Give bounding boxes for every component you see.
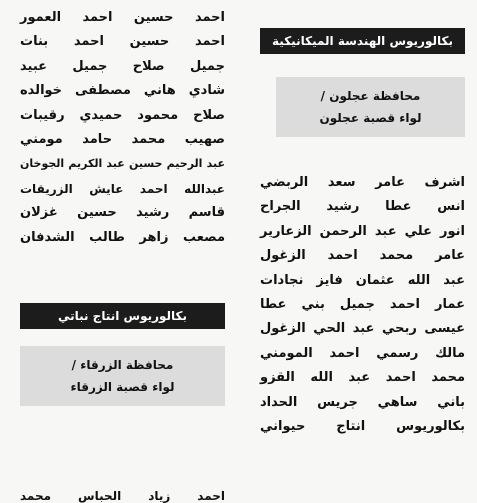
list-item: عبد الرحيم حسين عبد الكريم الجوخان: [20, 157, 225, 171]
list-item: عامر محمد احمد الزغول: [260, 248, 465, 264]
list-item: عمار احمد جميل بني عطا: [260, 296, 465, 312]
list-item: باني ساهي جريس الحداد: [260, 394, 465, 410]
region-line-governorate: محافظة عجلون /: [320, 89, 421, 103]
region-line-governorate: محافظة الزرقاء /: [71, 357, 174, 372]
region-line-district: لواء قصبة عجلون: [319, 111, 422, 125]
right-column: [260, 0, 465, 439]
list-item: عيسى ربحي عبد الحي الزغول: [260, 321, 465, 337]
list-item: محمد احمد عبد الله القزو: [260, 370, 465, 386]
region-box-zarqa: [20, 346, 225, 406]
list-item: عبدالله احمد عايش الزريقات: [20, 181, 225, 196]
list-item: احمد حسين احمد بنات: [20, 34, 225, 50]
region-box-ajloun: [276, 77, 465, 137]
left-column: [20, 0, 225, 406]
section-header-mechanical-engineering: بكالوريوس الهندسة الميكانيكية: [260, 28, 465, 54]
region-line-district: لواء قصبة الزرقاء: [70, 379, 175, 394]
list-item: اشرف عامر سعد الربضي: [260, 175, 465, 190]
section-header-plant-production: بكالوريوس انتاج نباتي: [20, 303, 225, 329]
name-list-mechanical: [260, 171, 465, 439]
list-item: صلاح محمود حميدي رقيبات: [20, 107, 225, 123]
list-item: انس عطا رشيد الجراح: [260, 199, 465, 215]
cut-off-text-line: احمد زياد الحباس محمد: [20, 489, 225, 503]
list-item: مالك رسمي احمد المومني: [260, 345, 465, 361]
list-item: عبد الله عثمان فايز نجادات: [260, 272, 465, 288]
list-item: جميل صلاح جميل عبيد: [20, 58, 225, 74]
section-heading-animal-production: بكالوريوس انتاج حيواني: [260, 418, 465, 434]
list-item: احمد حسين احمد العمور: [20, 10, 225, 25]
list-item: انور علي عبد الرحمن الزعارير: [260, 223, 465, 239]
name-list-plant-section: [20, 6, 225, 250]
list-item: مصعب زاهر طالب الشدفان: [20, 229, 225, 245]
list-item: صهيب محمد حامد مومني: [20, 131, 225, 147]
list-item: شادي هاني مصطفى خوالده: [20, 83, 225, 99]
list-item: قاسم رشيد حسين غزلان: [20, 205, 225, 221]
